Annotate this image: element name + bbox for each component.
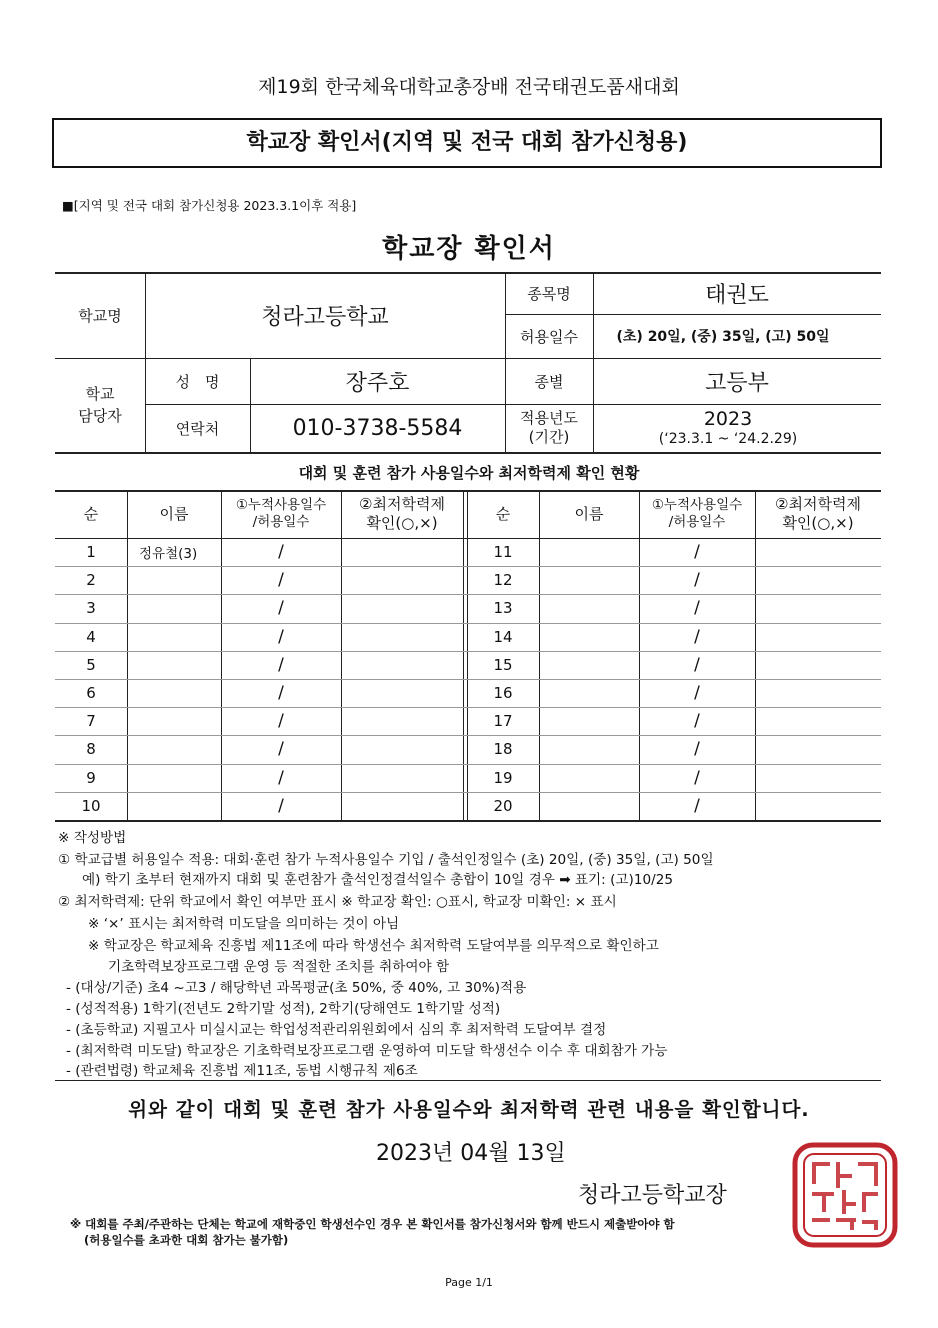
row-days-slash: /: [278, 542, 284, 563]
header-days-left-1: ①누적사용일수: [235, 497, 327, 514]
header-no-right: 순: [495, 504, 511, 523]
header-days-right: [639, 490, 755, 538]
row-days-slash: /: [694, 626, 700, 647]
header-academic-right: [755, 490, 881, 538]
row-days-slash: /: [694, 598, 700, 619]
instruction-line-8: - (성적적용) 1학기(전년도 2학기말 성적), 2학기(당해연도 1학기말 성적): [66, 1001, 501, 1017]
row-number: 10: [81, 796, 101, 815]
row-number: 14: [493, 627, 513, 646]
footer-note-1: ※ 대회를 주최/주관하는 단체는 학교에 재학중인 학생선수인 경우 본 확인서를 참가신청서와 함께 반드시 제출받아야 함: [70, 1217, 675, 1231]
header-days-right-1: ①누적사용일수: [651, 497, 743, 514]
contact-value: 010-3738-5584: [292, 415, 463, 441]
row-name: [539, 651, 639, 679]
row-name: [127, 594, 221, 622]
row-number: 17: [493, 712, 513, 731]
row-number: 18: [493, 740, 513, 759]
row-days-slash: /: [278, 570, 284, 591]
row-days-slash: /: [278, 767, 284, 788]
row-number: 11: [493, 543, 513, 562]
row-number: 4: [86, 627, 96, 646]
year-label-2: (기간): [528, 428, 570, 446]
row-number: 19: [493, 768, 513, 787]
sport-label: 종목명: [527, 284, 571, 303]
row-days-slash: /: [694, 654, 700, 675]
row-name: [127, 735, 221, 763]
row-name: [539, 623, 639, 651]
row-number: 7: [86, 712, 96, 731]
section-title: 대회 및 훈련 참가 사용일수와 최저학력제 확인 현황: [298, 464, 640, 482]
row-number: 3: [86, 599, 96, 618]
row-days-slash: /: [278, 795, 284, 816]
row-name: [127, 679, 221, 707]
row-name: [539, 594, 639, 622]
year-period: (‘23.3.1 ~ ‘24.2.29): [658, 431, 798, 447]
row-days-slash: /: [278, 626, 284, 647]
row-days-slash: /: [694, 683, 700, 704]
row-days-slash: /: [694, 711, 700, 732]
header-days-right-2: /허용일수: [668, 514, 726, 530]
page-number: Page 1/1: [445, 1276, 493, 1289]
instruction-line-2: 예) 학기 초부터 현재까지 대회 및 훈련참가 출석인정결석일수 총합이 10일 경우 ➡ 표기: (고)10/25: [82, 872, 673, 888]
instruction-line-4: ※ ‘×’ 표시는 최저학력 미도달을 의미하는 것이 아님: [88, 916, 400, 932]
row-name: [539, 764, 639, 792]
document-title: 학교장 확인서(지역 및 전국 대회 참가신청용): [52, 118, 882, 168]
principal-signature: 청라고등학교장: [578, 1183, 727, 1208]
school-seal-stamp: [790, 1140, 900, 1250]
row-name: [539, 735, 639, 763]
instruction-line-11: - (관련법령) 학교체육 진흥법 제11조, 동법 시행규칙 제6조: [66, 1063, 418, 1079]
header-academic-left-1: ②최저학력제: [359, 495, 445, 514]
year-label: [505, 404, 593, 452]
instruction-line-5: ※ 학교장은 학교체육 진흥법 제11조에 따라 학생선수 최저학력 도달여부를 의무적으로 확인하고: [88, 938, 659, 954]
row-name: [539, 566, 639, 594]
row-days-slash: /: [278, 654, 284, 675]
row-number: 9: [86, 768, 96, 787]
row-number: 2: [86, 571, 96, 590]
row-number: 6: [86, 684, 96, 703]
row-name: [539, 707, 639, 735]
header-academic-right-2: 확인(○,×): [782, 514, 854, 532]
manager-name: 장주호: [345, 370, 410, 396]
row-days-slash: /: [278, 711, 284, 732]
header-days-left: [221, 490, 341, 538]
row-days-slash: /: [694, 739, 700, 760]
row-name: [539, 792, 639, 820]
row-name: [127, 764, 221, 792]
division-value: 고등부: [705, 370, 769, 396]
instruction-line-1: ① 학교급별 허용일수 적용: 대회·훈련 참가 누적사용일수 기입 / 출석인정일수 (초) 20일, (중) 35일, (고) 50일: [58, 852, 714, 868]
instruction-line-3: ② 최저학력제: 단위 학교에서 확인 여부만 표시 ※ 학교장 확인: ○표시, 학교장 미확인: × 표시: [58, 894, 617, 910]
header-academic-left-2: 확인(○,×): [366, 514, 438, 532]
sport-value: 태권도: [705, 282, 769, 308]
row-name: [127, 623, 221, 651]
row-days-slash: /: [694, 570, 700, 591]
row-number: 13: [493, 599, 513, 618]
row-name: [539, 538, 639, 566]
row-name: [539, 679, 639, 707]
row-name: [127, 566, 221, 594]
signature-date: 2023년 04월 13일: [376, 1141, 566, 1166]
instruction-line-7: - (대상/기준) 초4 ~고3 / 해당학년 과목평균(초 50%, 중 40%, 고 30%)적용: [66, 980, 527, 996]
row-days-slash: /: [694, 767, 700, 788]
name-label: 성 명: [175, 372, 220, 391]
instruction-line-9: - (초등학교) 지필고사 미실시교는 학업성적관리위원회에서 심의 후 최저학력 도달여부 결정: [66, 1022, 607, 1038]
row-number: 20: [493, 796, 513, 815]
school-name: 청라고등학교: [261, 304, 389, 330]
division-label: 종별: [534, 372, 564, 391]
year-label-1: 적용년도: [520, 408, 578, 427]
year-value: 2023: [703, 408, 753, 431]
manager-label: 학교 담당자: [78, 384, 122, 425]
row-number: 12: [493, 571, 513, 590]
row-number: 5: [86, 655, 96, 674]
row-name: 정유철(3): [139, 546, 198, 563]
event-title: 제19회 한국체육대학교총장배 전국태권도품새대회: [258, 76, 680, 98]
confirmation-statement: 위와 같이 대회 및 훈련 참가 사용일수와 최저학력 관련 내용을 확인합니다.: [128, 1098, 810, 1121]
row-days-slash: /: [278, 598, 284, 619]
row-days-slash: /: [694, 795, 700, 816]
row-number: 16: [493, 684, 513, 703]
header-academic-left: [341, 490, 463, 538]
instruction-line-6: 기초학력보장프로그램 운영 등 적절한 조치를 취하여야 함: [108, 959, 450, 975]
row-number: 8: [86, 740, 96, 759]
row-name: [127, 651, 221, 679]
header-no-left: 순: [83, 504, 99, 523]
header-name-right: 이름: [574, 504, 604, 523]
row-name: [127, 707, 221, 735]
school-label: 학교명: [78, 306, 122, 325]
allowed-days-value: (초) 20일, (중) 35일, (고) 50일: [616, 329, 830, 345]
row-days-slash: /: [694, 542, 700, 563]
header-days-left-2: /허용일수: [252, 514, 310, 530]
header-name-left: 이름: [159, 504, 189, 523]
row-number: 1: [86, 543, 96, 562]
header-academic-right-1: ②최저학력제: [775, 495, 861, 514]
instructions-title: ※ 작성방법: [58, 830, 127, 846]
row-days-slash: /: [278, 683, 284, 704]
contact-label: 연락처: [175, 419, 220, 438]
allowed-days-label: 허용일수: [520, 327, 578, 346]
main-title: 학교장 확인서: [382, 234, 556, 264]
year-value-cell: [593, 404, 863, 452]
row-days-slash: /: [278, 739, 284, 760]
instruction-line-10: - (최저학력 미도달) 학교장은 기초학력보장프로그램 운영하여 미도달 학생선수 이수 후 대회참가 가능: [66, 1043, 668, 1059]
applicability-note: ■[지역 및 전국 대회 참가신청용 2023.3.1이후 적용]: [62, 198, 357, 213]
row-number: 15: [493, 655, 513, 674]
row-name: [127, 792, 221, 820]
footer-note-2: (허용일수를 초과한 대회 참가는 불가함): [84, 1233, 289, 1247]
